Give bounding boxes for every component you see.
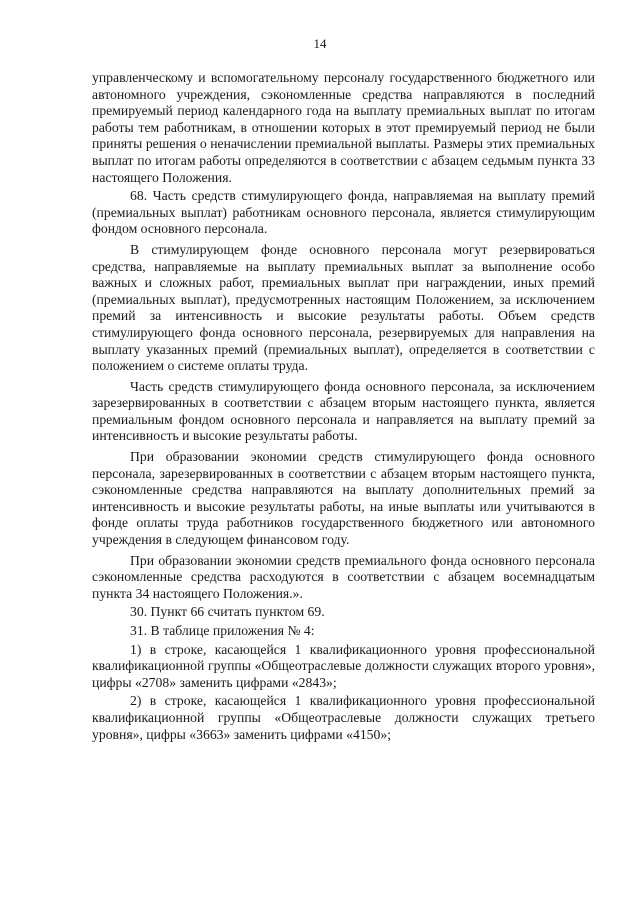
paragraph-continuation: управленческому и вспомогательному персоналу государственного бюджетного или автономного учреждения, сэкономленные средства направляются в последний премируемый период календарного года на выплату премиальных выплат по итогам работы тем работникам, в отношении которых в этот премируемый период не были приняты решения о неначислении премиальной выплаты. Размеры этих премиальных выплат по итогам работы определяются в соответствии с абзацем седьмым пункта 33 настоящего Положения. [92, 70, 595, 185]
document-body [92, 70, 595, 743]
paragraph-item-31: 31. В таблице приложения № 4: [130, 623, 315, 638]
paragraph-subitem-2: 2) в строке, касающейся 1 квалификационного уровня профессиональной квалификационной группы «Общеотраслевые должности служащих третьего уровня», цифры «3663» заменить цифрами «4150»; [92, 693, 595, 742]
paragraph-savings-premium: При образовании экономии средств премиального фонда основного персонала сэкономленные средства расходуются в соответствии с абзацем восемнадцатым пункта 34 настоящего Положения.». [92, 552, 595, 601]
paragraph-savings-reserved: При образовании экономии средств стимулирующего фонда основного персонала, зарезервированных в соответствии с абзацем вторым настоящего пункта, сэкономленные средства направляются на выплату дополнительных премий за интенсивность и высокие результаты работы, на иные выплаты или учитываются в фонде оплаты труда работников государственного бюджетного или автономного учреждения в следующем финансовом году. [92, 449, 595, 548]
paragraph-item-30: 30. Пункт 66 считать пунктом 69. [130, 604, 325, 620]
page-number: 14 [313, 36, 327, 51]
paragraph-reserve: В стимулирующем фонде основного персонала могут резервироваться средства, направляемые на выплату премиальных выплат за выполнение особо важных и сложных работ, премиальных выплат при награждении, иных премий (премиальных выплат), предусмотренных настоящим Положением, за исключением премий за интенсивность и высокие результаты работы. Объем средств стимулирующего фонда основного персонала, резервируемых для направления на выплату указанных премий (премиальных выплат), определяется в соответствии с положением о системе оплаты труда. [92, 241, 595, 374]
paragraph-premium-fund: Часть средств стимулирующего фонда основного персонала, за исключением зарезервированных в соответствии с абзацем вторым настоящего пункта, является премиальным фондом основного персонала и направляется на выплату премий за интенсивность и высокие результаты работы. [92, 378, 595, 444]
paragraph-item-68: 68. Часть средств стимулирующего фонда, направляемая на выплату премий (премиальных выплат) работникам основного персонала, является стимулирующим фондом основного персонала. [92, 188, 595, 237]
paragraph-subitem-1: 1) в строке, касающейся 1 квалификационного уровня профессиональной квалификационной группы «Общеотраслевые должности служащих второго уровня», цифры «2708» заменить цифрами «2843»; [92, 641, 595, 690]
